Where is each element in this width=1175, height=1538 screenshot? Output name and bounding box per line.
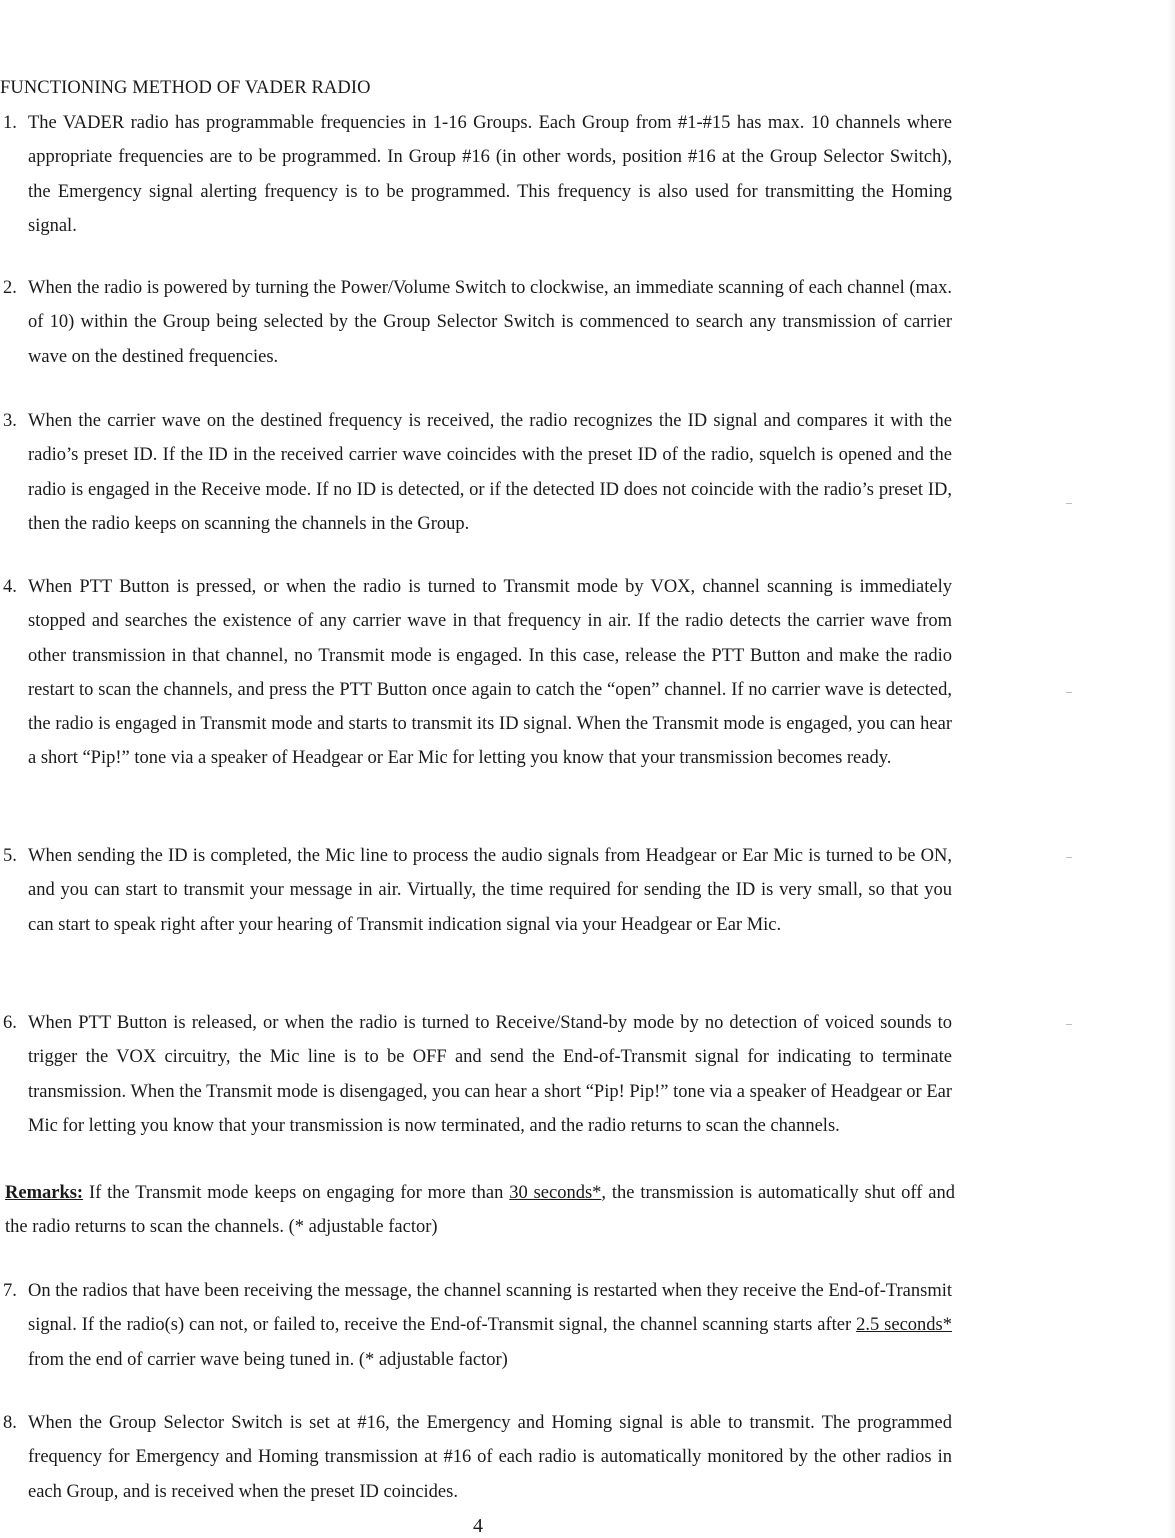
item-text (28, 1274, 952, 1377)
item-number: 3. (3, 411, 17, 431)
page-title: FUNCTIONING METHOD OF VADER RADIO (0, 78, 371, 98)
item-number: 4. (3, 577, 17, 597)
list-item-1 (0, 106, 952, 243)
remarks-paragraph (5, 1176, 955, 1245)
item-text: When PTT Button is released, or when the radio is turned to Receive/Stand-by mode by no detection of voiced sounds to trigger the VOX circuitry, the Mic line is to be OFF and send the End-of-Transmit signal for indicating to terminate transmission. When the Transmit mode is disengaged, you can hear a short “Pip! Pip!” tone via a speaker of Headgear or Ear Mic for letting you know that your transmission is now terminated, and the radio returns to scan the channels. (28, 1013, 952, 1136)
item-number: 2. (3, 278, 17, 298)
list-item-2 (0, 271, 952, 374)
list-item-5 (0, 839, 952, 942)
item-number: 8. (3, 1413, 17, 1433)
scan-speck (1066, 857, 1072, 858)
remarks-underlined: 30 seconds* (509, 1183, 602, 1203)
item-text-before: On the radios that have been receiving the message, the channel scanning is restarted when they receive the End-of-Transmit signal. If the radio(s) can not, or failed to, receive the End-of-Transmit signal, the channel scanning starts after (28, 1281, 952, 1336)
item-number: 5. (3, 846, 17, 866)
remarks-label: Remarks: (5, 1183, 84, 1203)
item-number: 1. (3, 113, 17, 133)
list-item-3 (0, 404, 952, 541)
list-item-6 (0, 1006, 952, 1143)
scan-speck (1066, 503, 1072, 504)
item-text-after: from the end of carrier wave being tuned in. (* adjustable factor) (28, 1349, 508, 1370)
list-item-4 (0, 570, 952, 776)
scan-edge-shadow (1167, 0, 1175, 1538)
remarks-text-before: If the Transmit mode keeps on engaging for more than (83, 1183, 510, 1203)
item-text: When PTT Button is pressed, or when the radio is turned to Transmit mode by VOX, channel scanning is immediately stopped and searches the existence of any carrier wave in that frequency in air. If the radio detects the carrier wave from other transmission in that channel, no Transmit mode is engaged. In this case, release the PTT Button and make the radio restart to scan the channels, and press the PTT Button once again to catch the “open” channel. If no carrier wave is detected, the radio is engaged in Transmit mode and starts to transmit its ID signal. When the Transmit mode is engaged, you can hear a short “Pip!” tone via a speaker of Headgear or Ear Mic for letting you know that your transmission becomes ready. (28, 577, 952, 769)
remarks-text-after: , the transmission is automatically shut off and the radio returns to scan the channels. (* adjustable factor) (5, 1183, 955, 1238)
item-number: 6. (3, 1013, 17, 1033)
item-text: The VADER radio has programmable frequencies in 1-16 Groups. Each Group from #1-#15 has max. 10 channels where appropriate frequencies are to be programmed. In Group #16 (in other words, position #16 at the Group Selector Switch), the Emergency signal alerting frequency is to be programmed. This frequency is also used for transmitting the Homing signal. (28, 113, 952, 236)
item-number: 7. (3, 1281, 17, 1301)
item-text: When the Group Selector Switch is set at #16, the Emergency and Homing signal is able to transmit. The programmed frequency for Emergency and Homing transmission at #16 of each radio is automatically monitored by the other radios in each Group, and is received when the preset ID coincides. (28, 1413, 952, 1502)
scan-speck (1066, 1024, 1072, 1025)
list-item-7 (0, 1274, 952, 1377)
item-text: When the carrier wave on the destined frequency is received, the radio recognizes the ID signal and compares it with the radio’s preset ID. If the ID in the received carrier wave coincides with the preset ID of the radio, squelch is opened and the radio is engaged in the Receive mode. If no ID is detected, or if the detected ID does not coincide with the radio’s preset ID, then the radio keeps on scanning the channels in the Group. (28, 411, 952, 534)
item-text: When the radio is powered by turning the Power/Volume Switch to clockwise, an immediate scanning of each channel (max. of 10) within the Group being selected by the Group Selector Switch is commenced to search any transmission of carrier wave on the destined frequencies. (28, 278, 952, 367)
scan-speck (1066, 692, 1072, 693)
item-underlined: 2.5 seconds* (856, 1315, 952, 1336)
list-item-8 (0, 1406, 952, 1509)
page-number: 4 (473, 1515, 483, 1537)
item-text: When sending the ID is completed, the Mic line to process the audio signals from Headgear or Ear Mic is turned to be ON, and you can start to transmit your message in air. Virtually, the time required for sending the ID is very small, so that you can start to speak right after your hearing of Transmit indication signal via your Headgear or Ear Mic. (28, 846, 952, 935)
